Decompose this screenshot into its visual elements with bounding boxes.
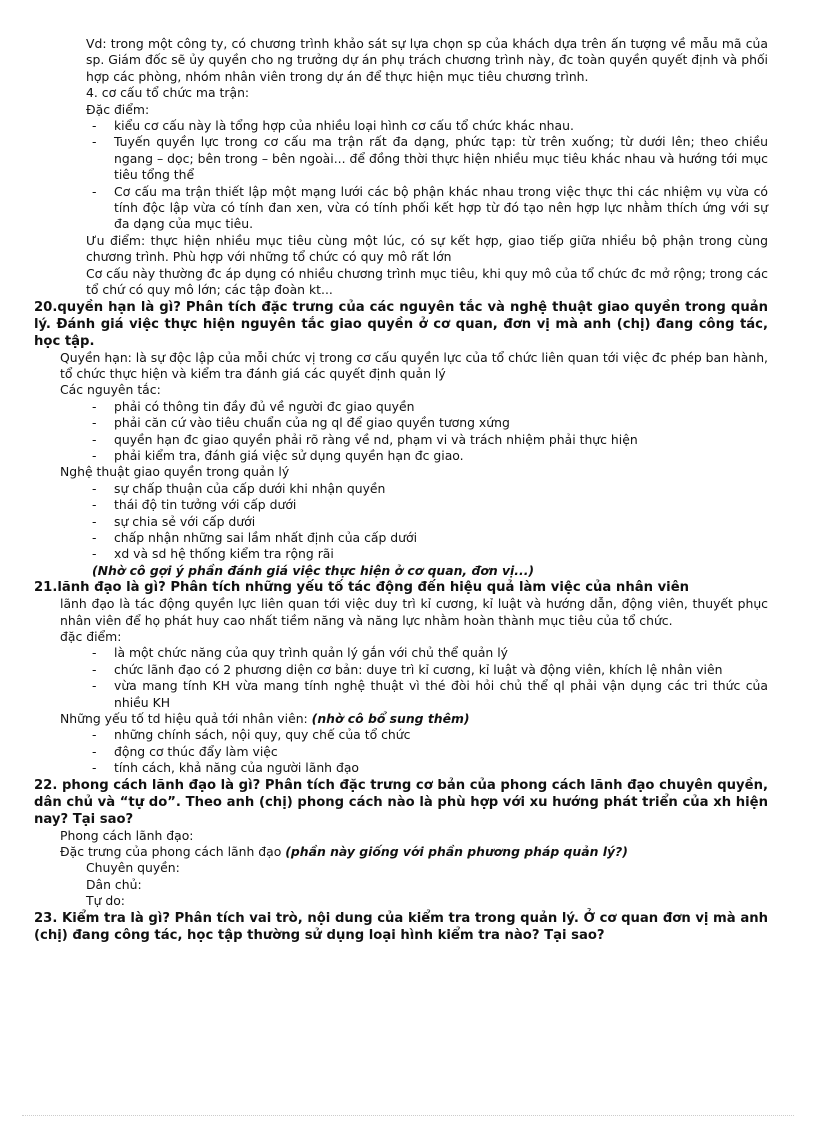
example-paragraph: Vd: trong một công ty, có chương trình khảo sát sự lựa chọn sp của khách dựa trên ấn tượng về mẫu mã của sp. Giám đốc sẽ ủy quyền cho ng trưởng dự án phụ trách chương trình này, đc toàn quyền quyết định và phối hợp các phòng, nhóm nhân viên trong dự án để thực hiện mục tiêu chương trình. [86,36,768,84]
advantages-paragraph: Ưu điểm: thực hiện nhiều mục tiêu cùng một lúc, có sự kết hợp, giao tiếp giữa nhiều bộ phận trong cùng chương trình. Phù hợp với những tổ chức có quy mô rất lớn [86,232,768,265]
authority-definition: Quyền hạn: là sự độc lập của mỗi chức vị trong cơ cấu quyền lực của tổ chức liên quan tới việc đc phép ban hành, tổ chức thực hiện và kiểm tra đánh giá các quyết định quản lý [60,349,768,381]
style-traits-note: (phần này giống với phần phương pháp quản lý?) [285,844,628,860]
matrix-features-list [34,118,768,233]
factors-list [34,727,768,776]
list-item: - kiểu cơ cấu này là tổng hợp của nhiều loại hình cơ cấu tổ chức khác nhau. [34,118,768,134]
delegation-art-label: Nghệ thuật giao quyền trong quản lý [60,464,290,480]
delegation-art-list [34,481,768,563]
features-label: Đặc điểm: [86,101,150,117]
evaluation-note: (Nhờ cô gợi ý phần đánh giá việc thực hiện ở cơ quan, đơn vị...) [92,562,535,578]
page-bottom-divider [22,1115,794,1116]
leadership-features-list [34,645,768,711]
factors-note: (nhờ cô bổ sung thêm) [311,711,470,727]
leadership-features-label: đặc điểm: [60,629,122,644]
list-item: - sự chấp thuận của cấp dưới khi nhận quyền [34,481,768,497]
question-21-title: 21.lãnh đạo là gì? Phân tích những yếu tố tác động đến hiệu quả làm việc của nhân viên [34,580,690,596]
list-item: - chấp nhận những sai lầm nhất định của cấp dưới [34,530,768,546]
leadership-style-label: Phong cách lãnh đạo: [60,827,194,843]
document-body [34,36,768,944]
question-23-title: 23. Kiểm tra là gì? Phân tích vai trò, nội dung của kiểm tra trong quản lý. Ở cơ quan đơn vị mà anh (chị) đang công tác, học tập thường sử dụng loại hình kiểm tra nào? Tại sao? [34,910,768,943]
factors-label [34,711,768,727]
question-22-title: 22. phong cách lãnh đạo là gì? Phân tích đặc trưng cơ bản của phong cách lãnh đạo chuyên quyền, dân chủ và “tự do”. Theo anh (chị) phong cách nào là phù hợp với xu hướng phát triển của xh hiện nay? Tại sao? [34,777,768,827]
factors-label-text: Những yếu tố td hiệu quả tới nhân viên: [60,711,308,727]
laissez-faire-label: Tự do: [86,893,125,909]
list-item: - Cơ cấu ma trận thiết lập một mạng lưới các bộ phận khác nhau trong việc thực thi các nhiệm vụ vừa có tính độc lập vừa có tính đan xen, vừa có tính phối kết hợp từ đó tạo nên hợp lực nhằm thích ứng với sự đa dạng của mục tiêu. [34,184,768,233]
list-item: - phải kiểm tra, đánh giá việc sử dụng quyền hạn đc giao. [34,448,768,464]
list-item: - vừa mang tính KH vừa mang tính nghệ thuật vì thé đòi hỏi chủ thể ql phải vận dụng các tri thức của nhiều KH [34,678,768,711]
list-item: - những chính sách, nội quy, quy chế của tổ chức [34,727,768,743]
principles-label: Các nguyên tắc: [60,382,161,398]
list-item: - quyền hạn đc giao quyền phải rõ ràng về nd, phạm vi và trách nhiệm phải thực hiện [34,432,768,448]
list-item: - là một chức năng của quy trình quản lý gắn với chủ thể quản lý [34,645,768,661]
principles-list [34,399,768,465]
list-item: - thái độ tin tưởng với cấp dưới [34,497,768,513]
democratic-label: Dân chủ: [86,876,142,892]
autocratic-label: Chuyên quyền: [86,860,180,876]
list-item: - phải căn cứ vào tiêu chuẩn của ng ql để giao quyền tương xứng [34,415,768,431]
style-traits-text: Đặc trưng của phong cách lãnh đạo [60,844,282,860]
list-item: - chức lãnh đạo có 2 phương diện cơ bản: duye trì kỉ cương, kỉ luật và động viên, khích lệ nhân viên [34,662,768,678]
list-item: - động cơ thúc đẩy làm việc [34,744,768,760]
leadership-definition: lãnh đạo là tác động quyền lực liên quan tới việc duy trì kỉ cương, kỉ luật và hướng dẫn, động viên, thuyết phục nhân viên để họ phát huy cao nhất tiềm năng và năng lực nhằm hoàn thành mục tiêu của tổ chức. [60,596,768,628]
style-traits-label [34,844,768,860]
list-item: - phải có thông tin đầy đủ về người đc giao quyền [34,399,768,415]
application-paragraph: Cơ cấu này thường đc áp dụng có nhiều chương trình mục tiêu, khi quy mô của tổ chức đc mở rộng; trong các tổ chứ có quy mô lớn; các tập đoàn kt... [86,265,768,298]
list-item: - sự chia sẻ với cấp dưới [34,514,768,530]
section-heading-matrix: 4. cơ cấu tổ chức ma trận: [86,85,250,101]
list-item: - tính cách, khả năng của người lãnh đạo [34,760,768,776]
question-20-title: 20.quyền hạn là gì? Phân tích đặc trưng của các nguyên tắc và nghệ thuật giao quyền trong quản lý. Đánh giá việc thực hiện nguyên tắc giao quyền ở cơ quan, đơn vị mà anh (chị) đang công tác, học tập. [34,299,768,349]
list-item: - xd và sd hệ thống kiểm tra rộng rãi [34,546,768,562]
list-item: - Tuyến quyền lực trong cơ cấu ma trận rất đa dạng, phức tạp: từ trên xuống; từ dưới lên; theo chiều ngang – dọc; bên trong – bên ngoài... để đồng thời thực hiện nhiều mục tiêu khác nhau và hướng tới mục tiêu tổng thể [34,134,768,183]
